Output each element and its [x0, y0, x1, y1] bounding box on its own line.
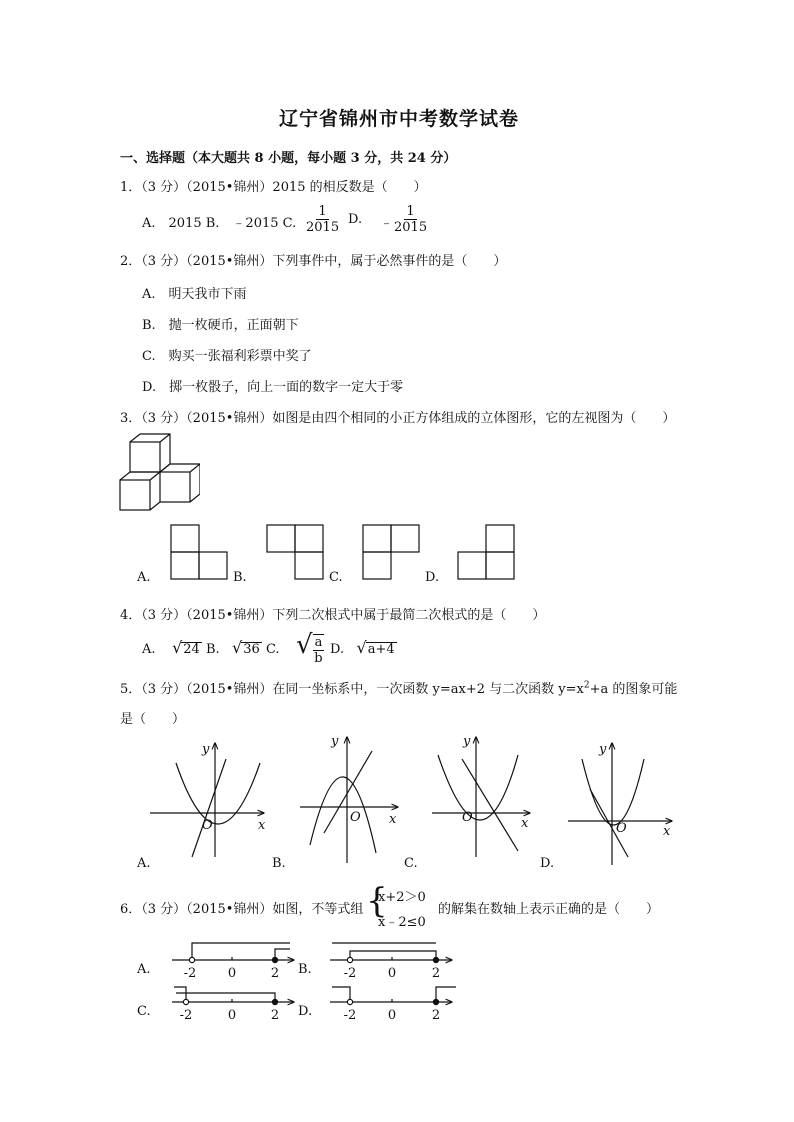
question-5-stem-line1: [120, 678, 677, 697]
radical-sign: √: [296, 630, 313, 660]
q6-label-c: C.: [137, 1004, 151, 1019]
radical-sign: √: [356, 638, 367, 657]
axis-y-label: y: [331, 735, 339, 749]
exponent: 2: [583, 680, 590, 691]
axis-y-label: y: [599, 742, 607, 757]
q5-label-c: C.: [404, 856, 418, 871]
tick-label: 2: [270, 966, 280, 981]
graph-c: [432, 737, 530, 857]
question-3-stem: 3．（3 分）（2015•锦州）如图是由四个相同的小正方体组成的立体图形，它的左视图为（ ）: [120, 411, 676, 426]
fraction-numerator: 1: [406, 204, 415, 219]
q4-option-d: [330, 638, 397, 657]
number-line-d: [330, 987, 456, 1005]
axis-x-label: x: [389, 812, 397, 827]
question-1-stem: 1．（3 分）（2015•锦州）2015 的相反数是（ ）: [120, 180, 427, 195]
axis-y-label: y: [202, 742, 210, 757]
question-6-stem-a: 6．（3 分）（2015•锦州）如图，不等式组: [120, 902, 364, 917]
section-heading: 一、选择题（本大题共 8 小题，每小题 3 分，共 24 分）: [120, 151, 457, 166]
fraction-numerator: a: [314, 634, 323, 650]
q2-option-d: D. 掷一枚骰子，向上一面的数字一定大于零: [142, 380, 404, 395]
q6-label-d: D.: [298, 1004, 313, 1019]
q5-label-d: D.: [540, 856, 555, 871]
stem-text: +a 的图象可能: [589, 682, 678, 697]
tick-label: 0: [387, 1008, 397, 1023]
origin-label: O: [616, 821, 627, 836]
question-4-stem: 4．（3 分）（2015•锦州）下列二次根式中属于最简二次根式的是（ ）: [120, 608, 546, 623]
q4-option-a: [142, 638, 280, 657]
radical-sign: √: [172, 638, 183, 657]
number-line-a: [172, 943, 294, 963]
q6-label-b: B.: [298, 962, 312, 977]
q3-label-c: C.: [329, 570, 343, 585]
radicand: 36: [243, 642, 260, 657]
q3-label-d: D.: [425, 570, 440, 585]
q2-option-c: C. 购买一张福利彩票中奖了: [142, 349, 312, 364]
q6-label-a: A.: [137, 962, 151, 977]
q3-option-b-figure: [266, 524, 324, 580]
radicand: 24: [183, 642, 200, 657]
radicand: a+4: [367, 642, 395, 657]
question-6-stem-b: 的解集在数轴上表示正确的是（ ）: [438, 902, 660, 917]
q3-cube-figure: [114, 432, 200, 512]
fraction-numerator: 1: [318, 204, 327, 219]
origin-label: O: [350, 810, 361, 825]
q1-option-d-minus: ﹣: [380, 216, 394, 231]
q5-label-a: A.: [137, 856, 151, 871]
q1-options-ab: A. 2015 B. ﹣2015 C.: [142, 216, 297, 231]
origin-label: O: [202, 818, 213, 833]
graph-a: [150, 743, 264, 857]
q3-label-a: A.: [137, 570, 151, 585]
tick-label: -2: [179, 1008, 193, 1023]
tick-label: 2: [431, 1008, 441, 1023]
axis-x-label: x: [258, 818, 266, 833]
inequality-1: x+2＞0: [378, 890, 426, 905]
fraction-denominator: 2015: [394, 220, 428, 235]
origin-label: O: [462, 810, 473, 825]
q3-option-c-figure: [362, 524, 420, 580]
q3-option-d-figure: [457, 524, 515, 580]
tick-label: 2: [431, 966, 441, 981]
option-label: C.: [265, 642, 280, 657]
q3-option-a-figure: [170, 524, 228, 580]
page-title: 辽宁省锦州市中考数学试卷: [279, 108, 520, 130]
tick-label: 0: [387, 966, 397, 981]
number-line-c: [172, 987, 294, 1005]
question-5-stem-line2: 是（ ）: [120, 712, 186, 727]
tick-label: 0: [227, 966, 237, 981]
stem-text: 5．（3 分）（2015•锦州）在同一坐标系中，一次函数 y=ax+2 与二次函数 y=x: [120, 682, 584, 697]
q4-option-c-radical: [296, 630, 324, 666]
tick-label: 2: [270, 1008, 280, 1023]
axis-y-label: y: [463, 735, 471, 749]
tick-label: -2: [343, 966, 357, 981]
axis-x-label: x: [521, 816, 529, 831]
q2-option-a: A. 明天我市下雨: [142, 287, 247, 302]
radical-sign: √: [232, 638, 243, 657]
graph-b: [300, 737, 398, 863]
tick-label: 0: [227, 1008, 237, 1023]
option-label: B.: [205, 642, 220, 657]
tick-label: -2: [343, 1008, 357, 1023]
q1-option-d-label: D.: [348, 212, 363, 227]
question-2-stem: 2．（3 分）（2015•锦州）下列事件中，属于必然事件的是（ ）: [120, 254, 507, 269]
q1-option-d-fraction: [394, 204, 427, 235]
axis-x-label: x: [663, 824, 671, 839]
q3-label-b: B.: [233, 570, 247, 585]
graph-d: [568, 743, 672, 865]
option-label: A.: [142, 642, 156, 657]
q6-number-lines: [160, 935, 470, 1025]
q2-option-b: B. 抛一枚硬币，正面朝下: [142, 318, 299, 333]
inequality-brace: {: [366, 881, 388, 921]
q5-graphs: [120, 735, 680, 870]
inequality-2: x﹣2≤0: [378, 915, 426, 930]
q1-option-c-fraction: [306, 204, 339, 235]
fraction-denominator: b: [314, 650, 323, 666]
q5-label-b: B.: [272, 856, 286, 871]
tick-label: -2: [183, 966, 197, 981]
option-label: D.: [330, 642, 345, 657]
fraction-denominator: 2015: [306, 220, 340, 235]
number-line-b: [330, 943, 452, 963]
